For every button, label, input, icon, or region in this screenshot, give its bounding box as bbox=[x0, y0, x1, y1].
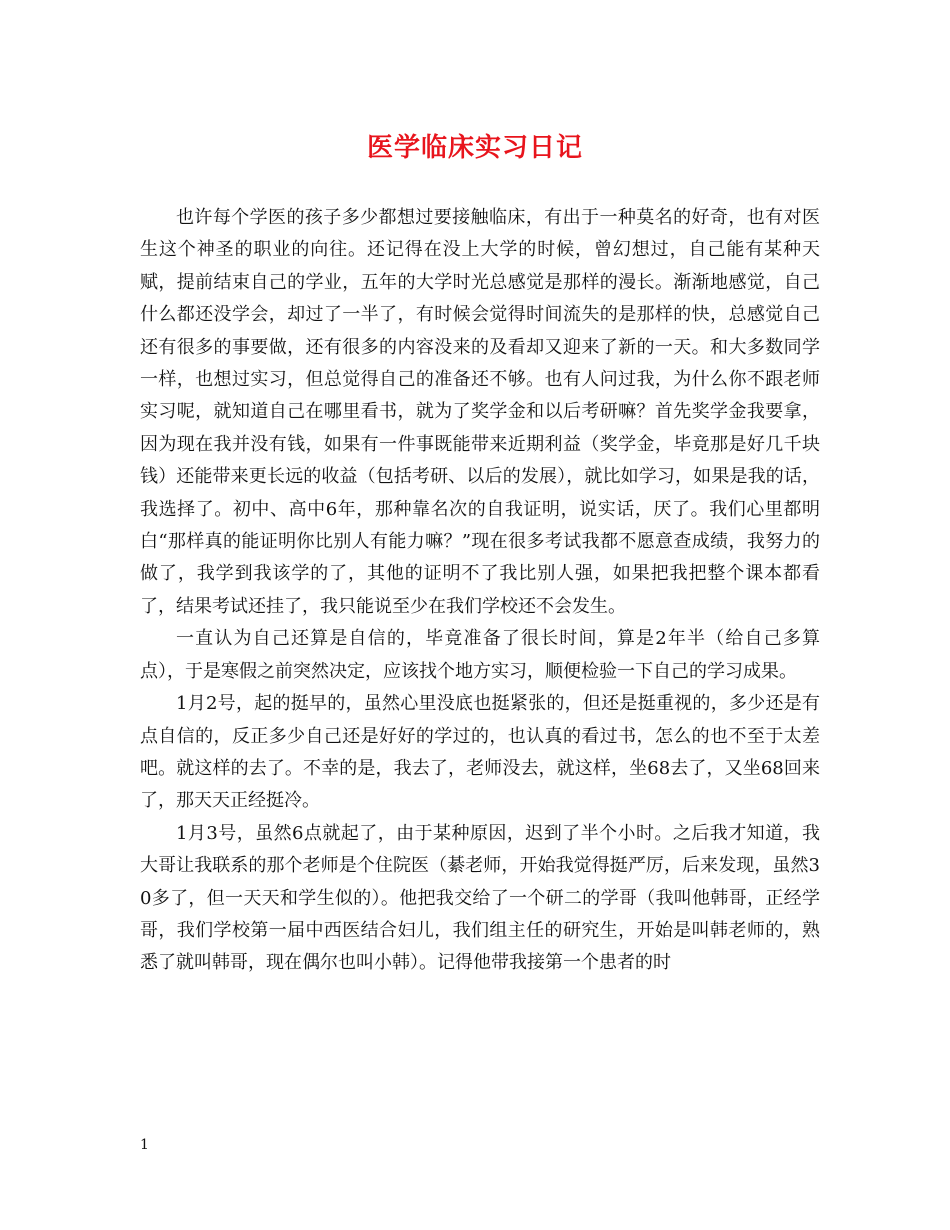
paragraph: 一直认为自己还算是自信的，毕竟准备了很长时间，算是2年半（给自己多算点），于是寒假之前突然决定，应该找个地方实习，顺便检验一下自己的学习成果。 bbox=[140, 628, 820, 682]
paragraph: 也许每个学医的孩子多少都想过要接触临床，有出于一种莫名的好奇，也有对医生这个神圣的职业的向往。还记得在没上大学的时候，曾幻想过，自己能有某种天赋，提前结束自己的学业，五年的大学时光总感觉是那样的漫长。渐渐地感觉，自己什么都还没学会，却过了一半了，有时候会觉得时间流失的是那样的快，总感觉自己还有很多的事要做，还有很多的内容没来的及看却又迎来了新的一天。和大多数同学一样，也想过实习，但总觉得自己的准备还不够。也有人问过我，为什么你不跟老师实习呢，就知道自己在哪里看书，就为了奖学金和以后考研嘛？首先奖学金我要拿，因为现在我并没有钱，如果有一件事既能带来近期利益（奖学金，毕竟那是好几千块钱）还能带来更长远的收益（包括考研、以后的发展），就比如学习，如果是我的话，我选择了。初中、高中6年，那种靠名次的自我证明，说实话，厌了。我们心里都明白“那样真的能证明你比别人有能力嘛？”现在很多考试我都不愿意查成绩，我努力的做了，我学到我该学的了，其他的证明不了我比别人强，如果把我把整个课本都看了，结果考试还挂了，我只能说至少在我们学校还不会发生。 bbox=[140, 207, 820, 617]
paragraph: 1月2号，起的挺早的，虽然心里没底也挺紧张的，但还是挺重视的，多少还是有点自信的，反正多少自己还是好好的学过的，也认真的看过书，怎么的也不至于太差吧。就这样的去了。不幸的是，我去了，老师没去，就这样，坐68去了，又坐68回来了，那天天正经挺冷。 bbox=[140, 693, 820, 812]
paragraph: 1月3号，虽然6点就起了，由于某种原因，迟到了半个小时。之后我才知道，我大哥让我联系的那个老师是个住院医（綦老师，开始我觉得挺严厉，后来发现，虽然30多了，但一天天和学生似的）。他把我交给了一个研二的学哥（我叫他韩哥，正经学哥，我们学校第一届中西医结合妇儿，我们组主任的研究生，开始是叫韩老师的，熟悉了就叫韩哥，现在偶尔也叫小韩）。记得他带我接第一个患者的时 bbox=[140, 822, 820, 974]
body-text bbox=[140, 202, 820, 980]
page-title: 医学临床实习日记 bbox=[366, 133, 583, 163]
page-number: 1 bbox=[140, 1137, 149, 1153]
